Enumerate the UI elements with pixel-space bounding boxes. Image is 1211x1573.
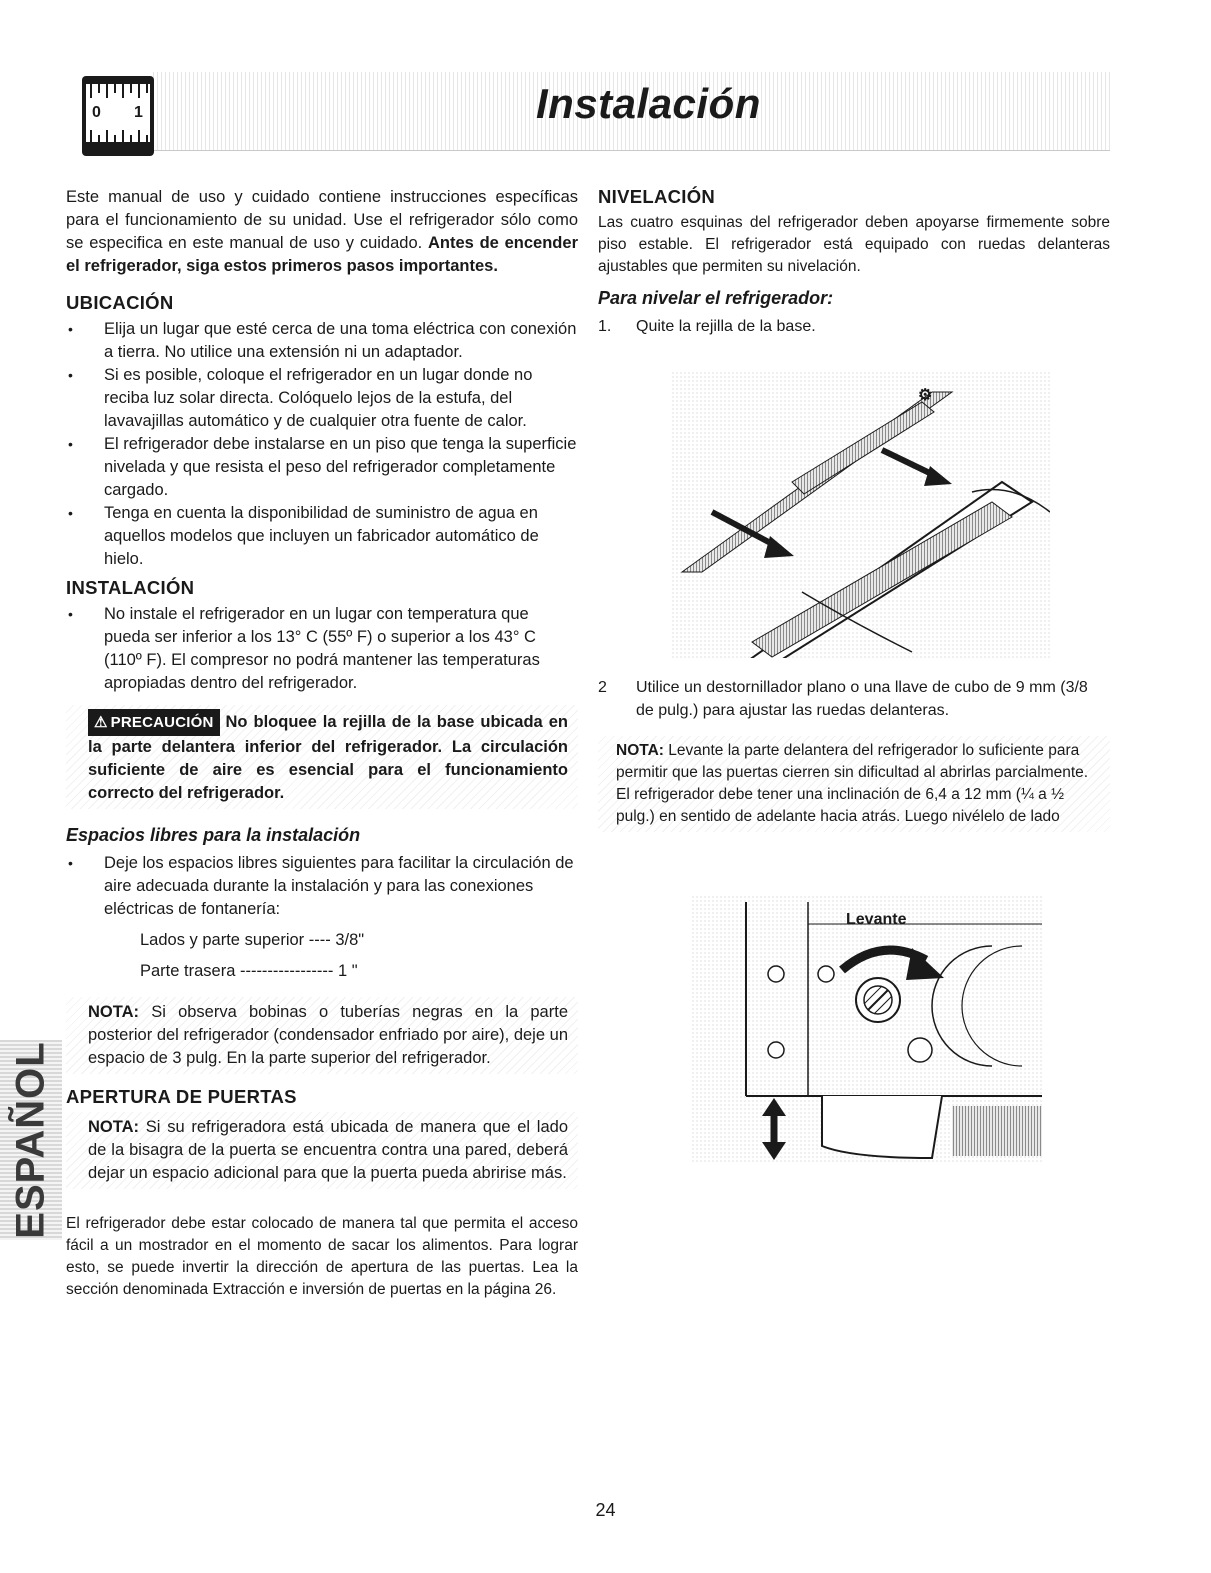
step-item: [598, 315, 1110, 338]
left-column: [66, 186, 578, 1301]
warning-icon: ⚠: [94, 714, 108, 731]
note-box-levante: [598, 736, 1110, 832]
note-paragraph: [88, 1116, 568, 1185]
leveling-steps: [598, 315, 1110, 338]
list-item: • Deje los espacios libres siguientes para facilitar la circulación de aire adecuada durante la instalación y para las conexiones eléctricas de fontanería:: [66, 852, 578, 921]
step-number: 1.: [598, 318, 612, 335]
ubicacion-list: [66, 318, 578, 571]
list-item: • El refrigerador debe instalarse en un piso que tenga la superficie nivelada y que resista el peso del refrigerador completamente cargado.: [66, 433, 578, 502]
note-paragraph: [88, 1001, 568, 1070]
page-number: 24: [595, 1500, 616, 1520]
page-title: Instalación: [536, 80, 761, 127]
caution-badge: [88, 709, 220, 736]
step2-block: [598, 676, 1110, 832]
note-label: NOTA:: [616, 742, 664, 759]
instalacion-list: [66, 603, 578, 695]
right-column: [598, 186, 1110, 338]
language-side-tab-label: ESPAÑOL: [8, 1041, 53, 1239]
levante-label: Levante: [846, 911, 907, 928]
note-paragraph: [616, 740, 1100, 828]
note-label: NOTA:: [88, 1118, 140, 1136]
caution-badge-label: PRECAUCIÓN: [110, 714, 214, 731]
note-box-condensador: [66, 997, 578, 1074]
espacios-list: [66, 852, 578, 921]
step-text: Utilice un destornillador plano o una llave de cubo de 9 mm (3/8 de pulg.) para ajustar las ruedas delanteras.: [636, 679, 1088, 719]
note-text: Levante la parte delantera del refrigerador lo suficiente para permitir que las puertas cierren sin dificultad al abrirlas parcialmente. El refrigerador debe tener una inclinación de 6,4 a 12 mm (¼ a ½ pulg.) en sentido de adelante hacia atrás. Luego nivélelo de lado: [616, 742, 1089, 825]
note-text: Si observa bobinas o tuberías negras en la parte posterior del refrigerador (condensador enfriado por aire), deje un espacio de 3 pulg. En la parte superior del refrigerador.: [88, 1003, 568, 1067]
clearance-row-rear: Parte trasera ----------------- 1 ": [140, 962, 358, 980]
intro-bold-text: Antes de encender el refrigerador, siga estos primeros pasos importantes.: [66, 234, 578, 275]
caution-paragraph: [88, 709, 568, 805]
section-heading-espacios: Espacios libres para la instalación: [66, 825, 361, 845]
intro-paragraph: [66, 186, 578, 278]
list-item: • Elija un lugar que esté cerca de una toma eléctrica con conexión a tierra. No utilice una extensión ni un adaptador.: [66, 318, 578, 364]
caution-box: [66, 705, 578, 809]
leveling-steps-continued: [598, 676, 1110, 722]
svg-text:⚙: ⚙: [918, 387, 933, 404]
levante-illustration: [692, 896, 1042, 1162]
step-text: Quite la rejilla de la base.: [636, 318, 816, 335]
apertura-paragraph: El refrigerador debe estar colocado de manera tal que permita el acceso fácil a un mostrador en el momento de sacar los alimentos. Para lograr esto, se puede invertir la dirección de apertura de las puertas. Lea la sección denominada Extracción e inversión de puertas en la página 26.: [66, 1215, 578, 1298]
ruler-number-0: 0: [92, 104, 101, 121]
language-side-tab: [0, 1040, 62, 1240]
nivelacion-paragraph: Las cuatro esquinas del refrigerador deben apoyarse firmemente sobre piso estable. El refrigerador está equipado con ruedas delanteras ajustables que permiten su nivelación.: [598, 214, 1110, 275]
clearance-row-sides: Lados y parte superior ---- 3/8": [140, 931, 365, 949]
list-item: • Si es posible, coloque el refrigerador en un lugar donde no reciba luz solar directa. Colóquelo lejos de la estufa, del lavavajillas automático y de cualquier otra fuente de calor.: [66, 364, 578, 433]
section-heading-ubicacion: UBICACIÓN: [66, 292, 174, 313]
ruler-icon: [82, 76, 154, 156]
section-heading-apertura: APERTURA DE PUERTAS: [66, 1086, 297, 1107]
list-item: • Tenga en cuenta la disponibilidad de suministro de agua en aquellos modelos que incluyen un fabricador automático de hielo.: [66, 502, 578, 571]
caution-text: No bloquee la rejilla de la base ubicada en la parte delantera inferior del refrigerador. La circulación suficiente de aire es esencial para el funcionamiento correcto del refrigerador.: [88, 713, 568, 802]
section-heading-nivelacion: NIVELACIÓN: [598, 186, 716, 207]
intro-text: Este manual de uso y cuidado contiene instrucciones específicas para el funcionamiento de su unidad. Use el refrigerador sólo como se especifica en este manual de uso y cuidado.: [66, 188, 578, 252]
note-box-bisagra: [66, 1112, 578, 1189]
ruler-number-1: 1: [134, 104, 143, 121]
list-item: • No instale el refrigerador en un lugar con temperatura que pueda ser inferior a los 13° C (55º F) o superior a los 43° C (110º F). El compresor no podrá mantener las temperaturas apropiadas dentro del refrigerador.: [66, 603, 578, 695]
step-number: 2: [598, 679, 607, 696]
section-heading-instalacion: INSTALACIÓN: [66, 577, 195, 598]
step-item: [598, 676, 1110, 722]
grille-removal-illustration: [672, 372, 1050, 658]
note-text: Si su refrigeradora está ubicada de manera que el lado de la bisagra de la puerta se encuentra contra una pared, deberá dejar un espacio adicional para que la puerta pueda abririse más.: [88, 1118, 568, 1182]
subheading-para-nivelar: Para nivelar el refrigerador:: [598, 288, 834, 308]
note-label: NOTA:: [88, 1003, 140, 1021]
